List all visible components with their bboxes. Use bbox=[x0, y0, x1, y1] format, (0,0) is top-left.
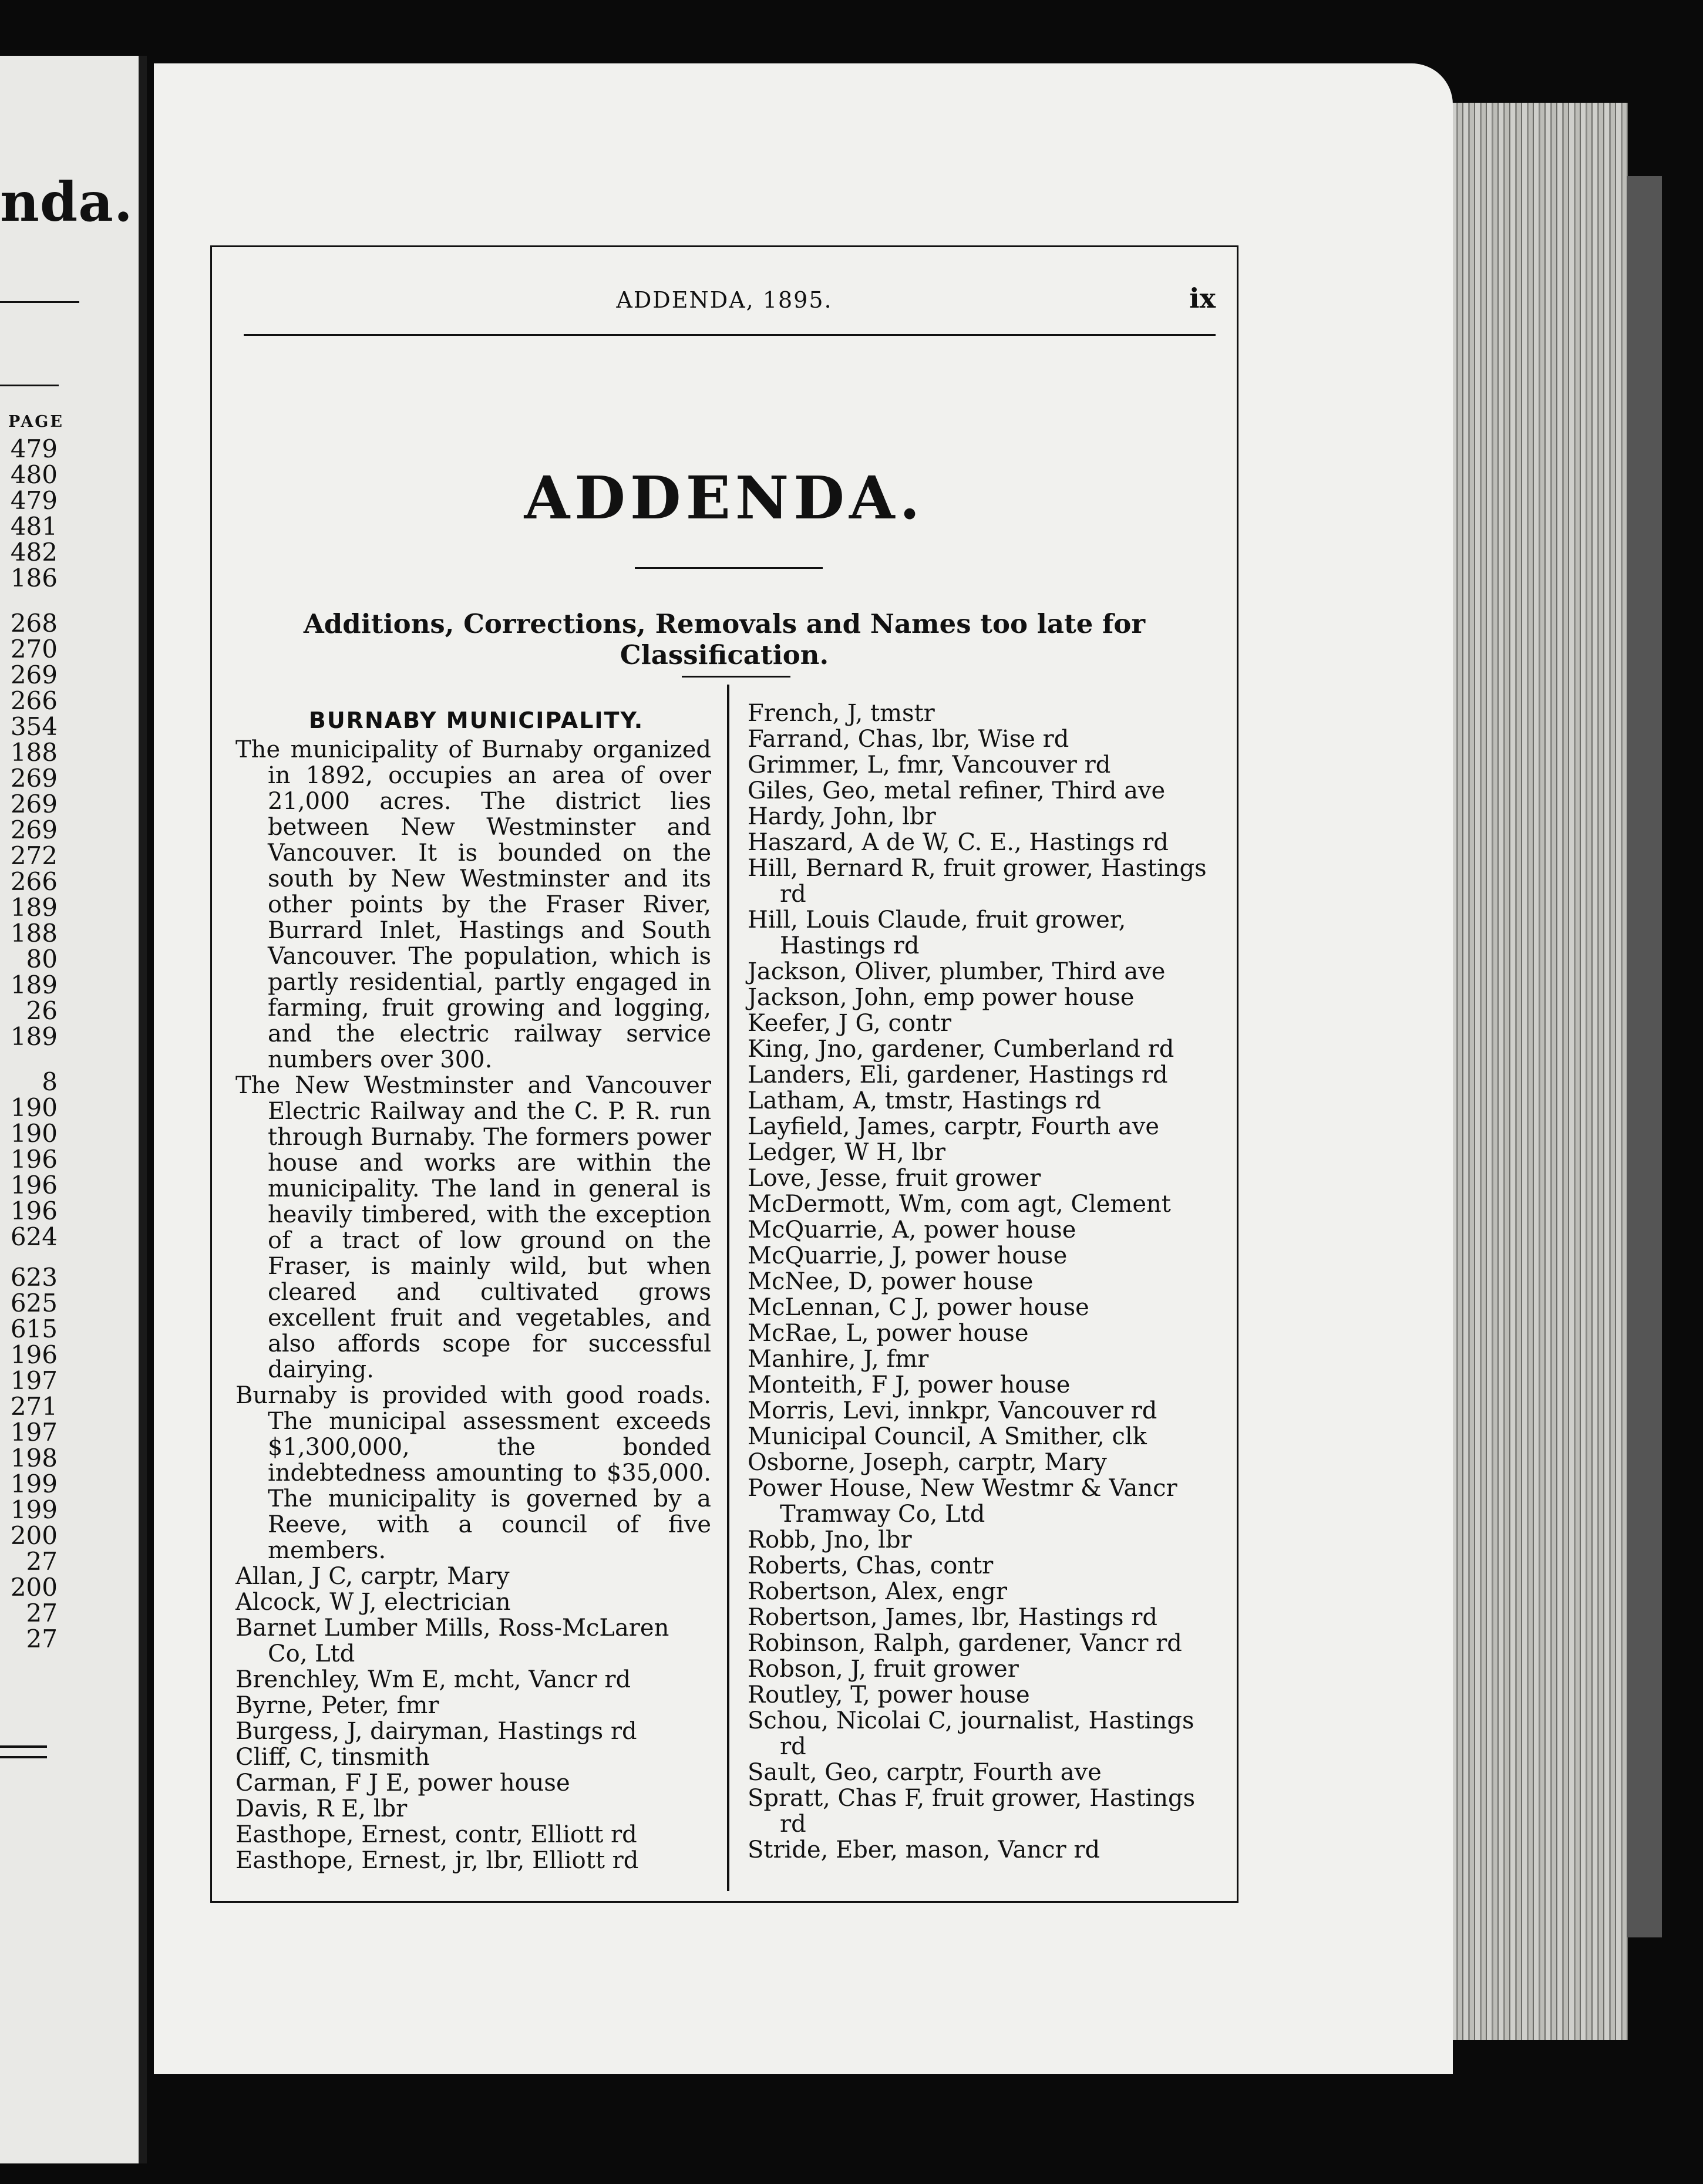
left-column bbox=[235, 707, 711, 1873]
page-reference-number: 80 bbox=[26, 945, 58, 973]
directory-entry: Schou, Nicolai C, journalist, Hastings rd bbox=[748, 1707, 1194, 1760]
directory-entry: Haszard, A de W, C. E., Hastings rd bbox=[748, 829, 1169, 856]
page-reference-number: 196 bbox=[10, 1171, 58, 1199]
directory-entry: Landers, Eli, gardener, Hastings rd bbox=[748, 1061, 1168, 1088]
page-reference-number: 26 bbox=[26, 996, 58, 1025]
page-reference-number: 198 bbox=[10, 1444, 58, 1472]
directory-entry: Keefer, J G, contr bbox=[748, 1010, 951, 1037]
page-reference-number: 197 bbox=[10, 1418, 58, 1447]
directory-entry: Ledger, W H, lbr bbox=[748, 1139, 945, 1166]
directory-entry: Allan, J C, carptr, Mary bbox=[235, 1563, 510, 1590]
previous-page-double-rule bbox=[0, 1745, 47, 1758]
page-number: ix bbox=[1189, 282, 1216, 314]
subtitle-rule bbox=[682, 676, 790, 678]
directory-entry: Burgess, J, dairyman, Hastings rd bbox=[235, 1718, 637, 1745]
directory-entry: Robson, J, fruit grower bbox=[748, 1656, 1019, 1683]
directory-entry: Power House, New Westmr & Vancr Tramway Co, Ltd bbox=[748, 1475, 1177, 1528]
book-binding bbox=[139, 56, 147, 2163]
running-title: ADDENDA, 1895. bbox=[616, 287, 833, 313]
page-reference-number: 188 bbox=[10, 738, 58, 767]
directory-entry: Easthope, Ernest, jr, lbr, Elliott rd bbox=[235, 1847, 639, 1874]
book-cover-edge bbox=[1627, 176, 1662, 1937]
directory-entry: Hardy, John, lbr bbox=[748, 803, 936, 830]
book-page-edges bbox=[1452, 103, 1628, 2040]
section-heading: BURNABY MUNICIPALITY. bbox=[308, 707, 644, 733]
page-reference-number: 480 bbox=[10, 460, 58, 489]
directory-list bbox=[235, 1563, 711, 1873]
previous-page-number-column bbox=[11, 436, 58, 1652]
directory-entry: Brenchley, Wm E, mcht, Vancr rd bbox=[235, 1666, 631, 1693]
previous-page-column-header: PAGE bbox=[8, 413, 64, 431]
page-frame bbox=[210, 245, 1238, 1903]
page-reference-number: 481 bbox=[10, 512, 58, 541]
page-reference-number: 196 bbox=[10, 1145, 58, 1174]
directory-entry: McQuarrie, J, power house bbox=[748, 1242, 1068, 1269]
page-reference-number: 482 bbox=[10, 538, 58, 567]
directory-entry: Stride, Eber, mason, Vancr rd bbox=[748, 1836, 1100, 1863]
directory-entry: Robinson, Ralph, gardener, Vancr rd bbox=[748, 1630, 1182, 1657]
page-reference-number: 479 bbox=[10, 486, 58, 515]
directory-entry: Latham, A, tmstr, Hastings rd bbox=[748, 1087, 1101, 1114]
directory-entry: Routley, T, power house bbox=[748, 1681, 1030, 1708]
directory-entry: Barnet Lumber Mills, Ross-McLaren Co, Ltd bbox=[235, 1615, 669, 1667]
directory-entry: Hill, Bernard R, fruit grower, Hastings rd bbox=[748, 855, 1207, 908]
page-reference-number bbox=[11, 1050, 58, 1069]
paragraph: The New Westminster and Vancouver Electric Railway and the C. P. R. run through Burnaby. The formers power house and works are within the municipality. The land in general is heavily timbered, with the exception of a tract of low ground on the Fraser, is mainly wild, but when cleared and cultivated grows excellent fruit and vegetables, and also affords scope for successful dairying. bbox=[235, 1072, 711, 1383]
paragraph: Burnaby is provided with good roads. The municipal assessment exceeds $1,300,000, the bonded indebtedness amounting to $35,000. The municipality is governed by a Reeve, with a council of five members. bbox=[235, 1382, 711, 1564]
directory-entry: McRae, L, power house bbox=[748, 1320, 1029, 1347]
page-reference-number: 27 bbox=[26, 1599, 58, 1627]
column-divider bbox=[727, 685, 729, 1891]
directory-entry: Davis, R E, lbr bbox=[235, 1795, 408, 1822]
directory-entry: Grimmer, L, fmr, Vancouver rd bbox=[748, 751, 1111, 778]
directory-entry: Jackson, Oliver, plumber, Third ave bbox=[748, 958, 1166, 985]
directory-entry: Layfield, James, carptr, Fourth ave bbox=[748, 1113, 1160, 1140]
directory-entry: McNee, D, power house bbox=[748, 1268, 1034, 1295]
directory-entry: McDermott, Wm, com agt, Clement bbox=[748, 1191, 1171, 1218]
directory-entry: French, J, tmstr bbox=[748, 700, 935, 727]
page-reference-number: 190 bbox=[10, 1093, 58, 1122]
page-reference-number: 200 bbox=[10, 1573, 58, 1602]
page-reference-number: 27 bbox=[26, 1624, 58, 1653]
page-reference-number: 200 bbox=[10, 1521, 58, 1550]
page-reference-number: 199 bbox=[10, 1470, 58, 1498]
page-title: ADDENDA. bbox=[524, 463, 925, 532]
directory-entry: Monteith, F J, power house bbox=[748, 1371, 1071, 1398]
directory-entry: Spratt, Chas F, fruit grower, Hastings rd bbox=[748, 1785, 1196, 1838]
page-reference-number: 268 bbox=[10, 609, 58, 638]
directory-entry: Osborne, Joseph, carptr, Mary bbox=[748, 1449, 1107, 1476]
directory-entry: Byrne, Peter, fmr bbox=[235, 1692, 439, 1719]
directory-entry: Municipal Council, A Smither, clk bbox=[748, 1423, 1147, 1450]
page-reference-number: 27 bbox=[26, 1547, 58, 1576]
directory-entry: Giles, Geo, metal refiner, Third ave bbox=[748, 777, 1166, 804]
directory-entry: Cliff, C, tinsmith bbox=[235, 1744, 430, 1771]
page-reference-number: 266 bbox=[10, 867, 58, 896]
page-reference-number: 189 bbox=[10, 1022, 58, 1051]
page-reference-number: 197 bbox=[10, 1366, 58, 1395]
page-reference-number: 270 bbox=[10, 635, 58, 663]
page-reference-number: 625 bbox=[10, 1289, 58, 1317]
directory-entry: Roberts, Chas, contr bbox=[748, 1552, 994, 1579]
paragraph: The municipality of Burnaby organized in 1892, occupies an area of over 21,000 acres. The district lies between New Westminster and Vancouver. It is bounded on the south by New Westminster and its other points by the Fraser River, Burrard Inlet, Hastings and South Vancouver. The population, which is partly residential, partly engaged in farming, fruit growing and logging, and the electric railway service numbers over 300. bbox=[235, 736, 711, 1073]
directory-list bbox=[748, 700, 1222, 1863]
page-reference-number: 269 bbox=[10, 660, 58, 689]
page-reference-number: 189 bbox=[10, 970, 58, 999]
directory-entry: McLennan, C J, power house bbox=[748, 1294, 1089, 1321]
page-reference-number: 269 bbox=[10, 764, 58, 793]
directory-entry: Jackson, John, emp power house bbox=[748, 984, 1135, 1011]
page-reference-number: 196 bbox=[10, 1197, 58, 1225]
title-rule bbox=[635, 567, 823, 569]
page-reference-number: 190 bbox=[10, 1119, 58, 1148]
directory-entry: Carman, F J E, power house bbox=[235, 1770, 570, 1797]
directory-entry: Farrand, Chas, lbr, Wise rd bbox=[748, 726, 1069, 753]
page-reference-number: 188 bbox=[10, 919, 58, 948]
previous-page-rule bbox=[0, 301, 79, 303]
directory-entry: Hill, Louis Claude, fruit grower, Hastings rd bbox=[748, 906, 1126, 959]
page-reference-number: 196 bbox=[10, 1340, 58, 1369]
page-reference-number: 624 bbox=[10, 1222, 58, 1251]
right-column bbox=[748, 700, 1222, 1863]
directory-entry: Easthope, Ernest, contr, Elliott rd bbox=[235, 1821, 637, 1848]
page-reference-number: 479 bbox=[10, 434, 58, 463]
directory-entry: Robertson, James, lbr, Hastings rd bbox=[748, 1604, 1157, 1631]
directory-entry: Love, Jesse, fruit grower bbox=[748, 1165, 1041, 1192]
page-reference-number: 269 bbox=[10, 815, 58, 844]
directory-entry: King, Jno, gardener, Cumberland rd bbox=[748, 1036, 1174, 1063]
page-reference-number: 189 bbox=[10, 893, 58, 922]
directory-entry: Alcock, W J, electrician bbox=[235, 1589, 511, 1616]
page-reference-number bbox=[11, 591, 58, 611]
directory-entry: Robb, Jno, lbr bbox=[748, 1526, 912, 1553]
page-reference-number: 623 bbox=[10, 1263, 58, 1292]
page-reference-number: 8 bbox=[42, 1067, 58, 1096]
directory-entry: Manhire, J, fmr bbox=[748, 1346, 929, 1373]
directory-entry: Robertson, Alex, engr bbox=[748, 1578, 1007, 1605]
page-subtitle: Additions, Corrections, Removals and Names too late for Classification. bbox=[303, 608, 1146, 670]
header-rule bbox=[244, 334, 1216, 336]
directory-entry: McQuarrie, A, power house bbox=[748, 1216, 1076, 1243]
page-reference-number: 199 bbox=[10, 1495, 58, 1524]
page-reference-number: 186 bbox=[10, 564, 58, 592]
page-reference-number: 271 bbox=[10, 1392, 58, 1421]
previous-page bbox=[0, 56, 147, 2163]
directory-entry: Morris, Levi, innkpr, Vancouver rd bbox=[748, 1397, 1157, 1424]
previous-page-title-fragment: nda. bbox=[0, 170, 133, 234]
previous-page-rule bbox=[0, 385, 59, 386]
page-reference-number: 269 bbox=[10, 790, 58, 818]
page-reference-number: 272 bbox=[10, 841, 58, 870]
page-reference-number: 266 bbox=[10, 686, 58, 715]
directory-entry: Sault, Geo, carptr, Fourth ave bbox=[748, 1759, 1102, 1786]
page-reference-number: 615 bbox=[10, 1315, 58, 1343]
page-reference-number: 354 bbox=[10, 712, 58, 741]
